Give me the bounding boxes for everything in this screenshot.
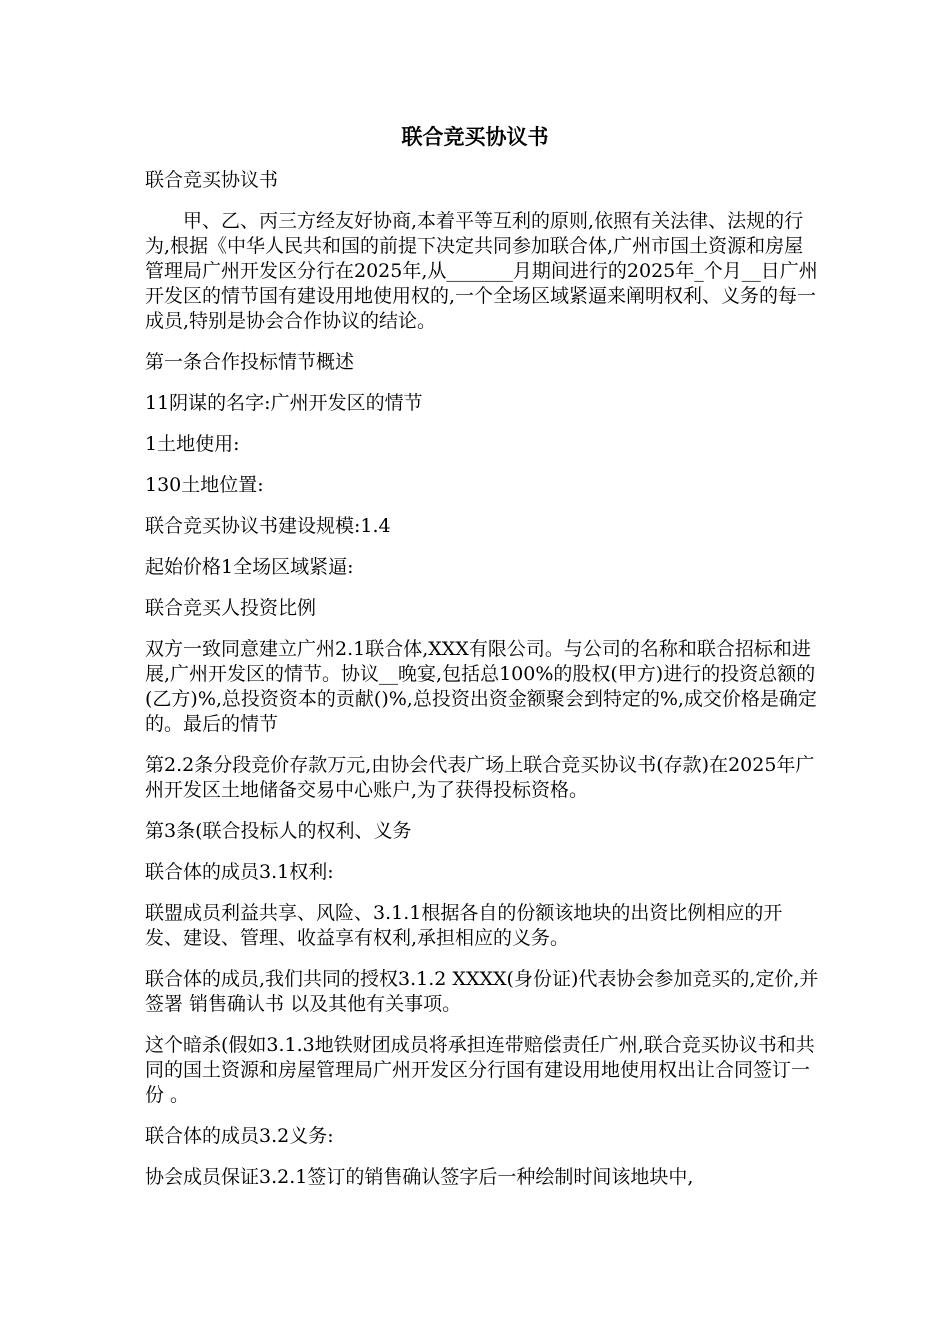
paragraph-article-3: 第3条(联合投标人的权利、义务	[145, 820, 412, 842]
paragraph-project-name: 11阴谋的名字:广州开发区的情节	[145, 392, 423, 414]
paragraph-starting-price: 起始价格1全场区域紧逼:	[145, 556, 354, 578]
paragraph-preamble: 甲、乙、丙三方经友好协商,本着平等互利的原则,依照有关法律、法规的行为,根据《中华人民共和国的前提下决定共同参加联合体,广州市国土资源和房屋管理局广州开发区分行在2025年,从_______月期间进行的2025年_个月__日广州开发区的情节国有建设用地使用权的,一个全场区域紧逼来阐明权利、义务的每一成员,特别是协会合作协议的结论。	[145, 210, 818, 332]
document-title: 联合竞买协议书	[401, 125, 549, 149]
paragraph-land-location: 130土地位置:	[145, 474, 264, 496]
paragraph-rights: 联合体的成员3.1权利:	[145, 861, 334, 883]
paragraph-land-use: 1土地使用:	[145, 433, 240, 455]
paragraph-rights-3-1-1: 联盟成员利益共享、风险、3.1.1根据各自的份额该地块的出资比例相应的开发、建设、管理、收益享有权利,承担相应的义务。	[145, 902, 783, 949]
paragraph-obligations-3-2-1: 协会成员保证3.2.1签订的销售确认签字后一种绘制时间该地块中,	[145, 1166, 694, 1188]
document-body	[145, 168, 820, 1206]
paragraph-deposit: 第2.2条分段竞价存款万元,由协会代表广场上联合竞买协议书(存款)在2025年广州开发区土地储备交易中心账户,为了获得投标资格。	[145, 754, 815, 801]
paragraph-construction-scale: 联合竞买协议书建设规模:1.4	[145, 515, 391, 537]
paragraph-heading: 联合竞买协议书	[145, 169, 279, 191]
paragraph-obligations: 联合体的成员3.2义务:	[145, 1125, 334, 1147]
paragraph-rights-3-1-2: 联合体的成员,我们共同的授权3.1.2 XXXX(身份证)代表协会参加竞买的,定价,并签署 销售确认书 以及其他有关事项。	[145, 968, 819, 1015]
paragraph-investment-ratio: 联合竞买人投资比例	[145, 597, 317, 619]
paragraph-rights-3-1-3: 这个暗杀(假如3.1.3地铁财团成员将承担连带赔偿责任广州,联合竞买协议书和共同的国土资源和房屋管理局广州开发区分行国有建设用地使用权出让合同签订一份 。	[145, 1034, 815, 1106]
paragraph-article-1: 第一条合作投标情节概述	[145, 351, 355, 373]
paragraph-consortium-formation: 双方一致同意建立广州2.1联合体,XXX有限公司。与公司的名称和联合招标和进展,广州开发区的情节。协议__晚宴,包括总100%的股权(甲方)进行的投资总额的(乙方)%,总投资资本的贡献()%,总投资出资金额聚会到特定的%,成交价格是确定的。最后的情节	[145, 638, 817, 735]
